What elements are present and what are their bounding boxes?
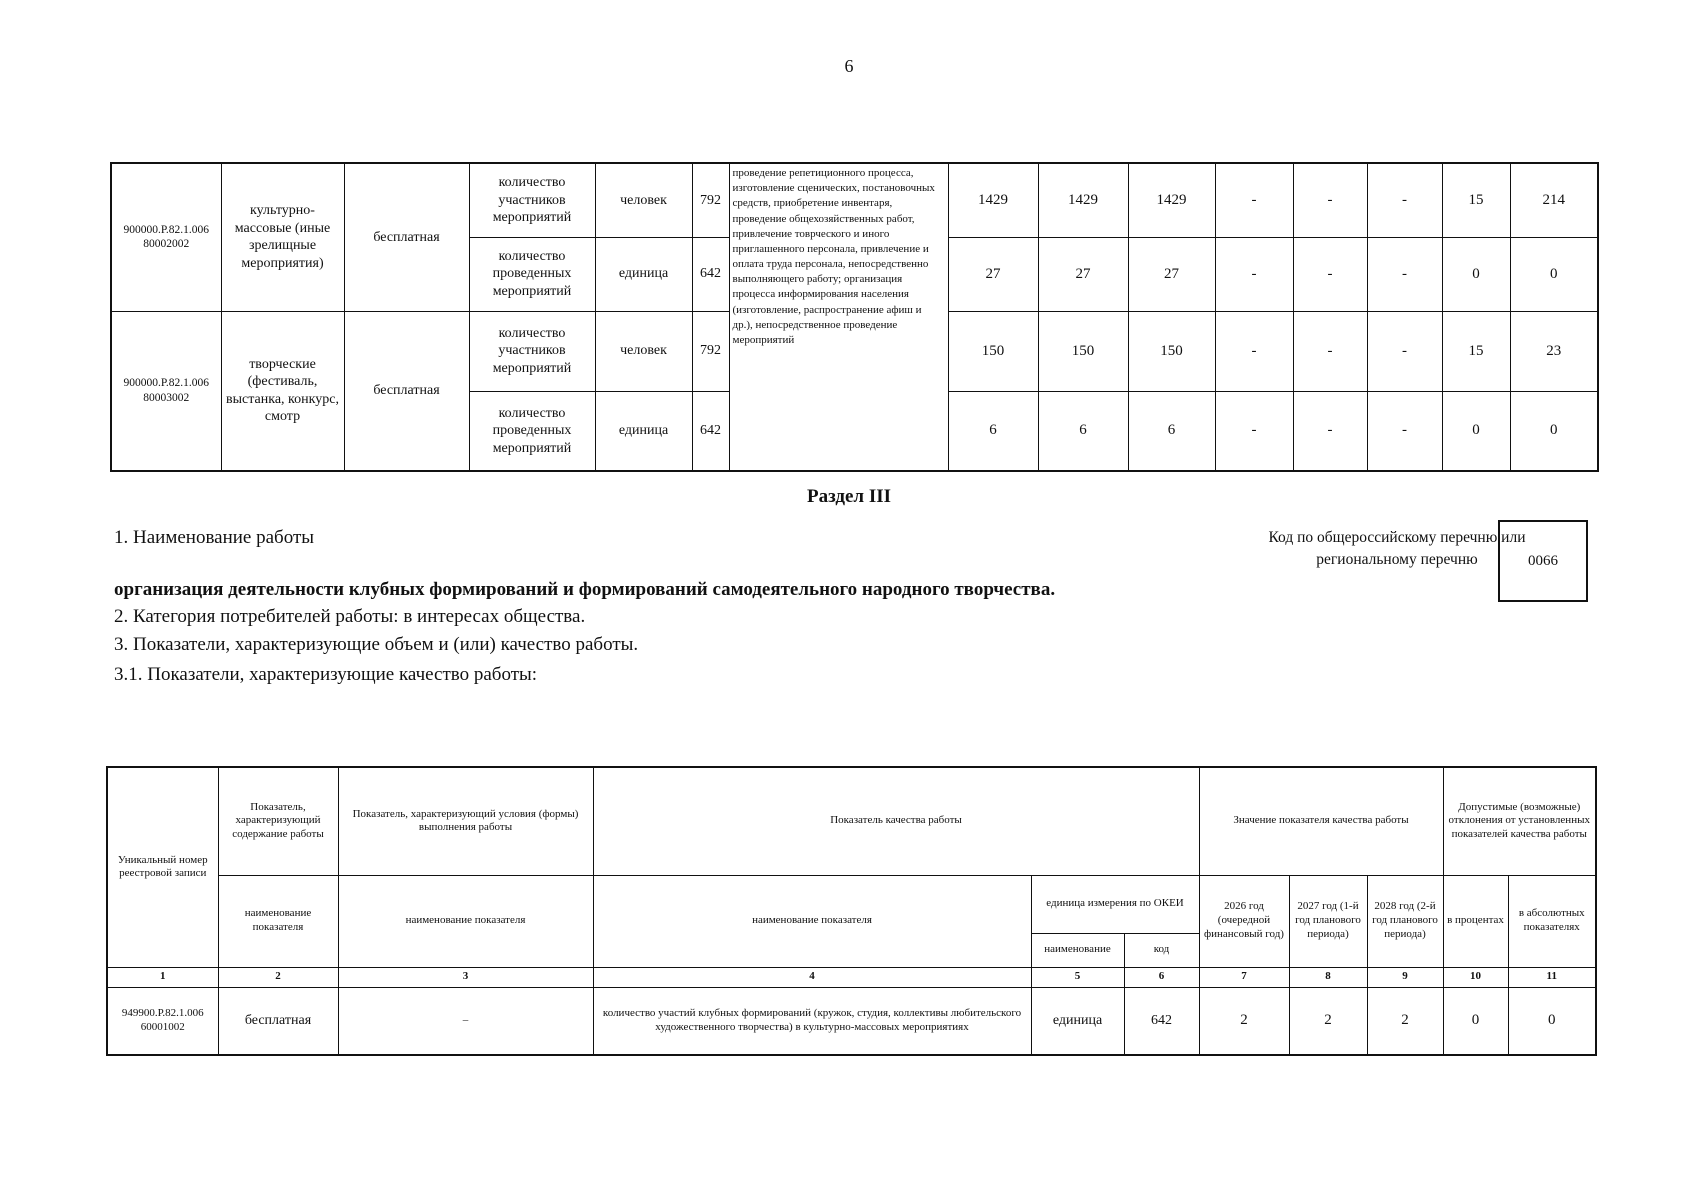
unit-code: 792 <box>692 311 729 391</box>
deviation-percent: 0 <box>1443 987 1508 1055</box>
deviation-absolute: 0 <box>1510 237 1598 311</box>
deviation-percent: 15 <box>1442 163 1510 237</box>
deviation-absolute: 0 <box>1510 391 1598 471</box>
work-volume-table <box>110 162 1599 472</box>
value-2028: 2 <box>1367 987 1443 1055</box>
deviation-percent: 15 <box>1442 311 1510 391</box>
header-quality-name: наименование показателя <box>593 875 1031 967</box>
value-cell: 27 <box>1038 237 1128 311</box>
unit-code: 642 <box>692 237 729 311</box>
content-indicator: бесплатная <box>218 987 338 1055</box>
value-cell: 150 <box>1128 311 1215 391</box>
indicator-name: количество проведенных мероприятий <box>469 391 595 471</box>
indicators-heading: 3. Показатели, характеризующие объем и (или) качество работы. <box>114 634 639 655</box>
column-number: 1 <box>107 967 218 987</box>
unit-code: 792 <box>692 163 729 237</box>
value-2026: 2 <box>1199 987 1289 1055</box>
work-name-label: 1. Наименование работы <box>114 527 315 548</box>
value-cell: 27 <box>1128 237 1215 311</box>
header-registry: Уникальный номер реестровой записи <box>107 767 218 967</box>
condition-indicator: бесплатная <box>344 311 469 471</box>
column-number: 6 <box>1124 967 1199 987</box>
registry-number: 900000.Р.82.1.006 80003002 <box>111 311 221 471</box>
value-cell: 1429 <box>1128 163 1215 237</box>
header-percent: в процентах <box>1443 875 1508 967</box>
value-cell: - <box>1367 311 1442 391</box>
consumer-category: 2. Категория потребителей работы: в интересах общества. <box>114 606 586 627</box>
value-cell: 150 <box>1038 311 1128 391</box>
column-number: 5 <box>1031 967 1124 987</box>
value-cell: - <box>1215 311 1293 391</box>
value-cell: - <box>1367 391 1442 471</box>
unit-code: 642 <box>692 391 729 471</box>
column-number: 4 <box>593 967 1031 987</box>
value-cell: 1429 <box>948 163 1038 237</box>
header-content-name: наименование показателя <box>218 875 338 967</box>
unit-name: единица <box>595 237 692 311</box>
value-cell: - <box>1367 237 1442 311</box>
column-number: 3 <box>338 967 593 987</box>
page-number: 6 <box>844 56 854 76</box>
indicator-name: количество участников мероприятий <box>469 163 595 237</box>
deviation-absolute: 0 <box>1508 987 1596 1055</box>
condition-indicator: бесплатная <box>344 163 469 311</box>
indicator-name: количество проведенных мероприятий <box>469 237 595 311</box>
deviation-absolute: 23 <box>1510 311 1598 391</box>
indicator-name: количество участников мероприятий <box>469 311 595 391</box>
value-cell: - <box>1215 237 1293 311</box>
quality-indicators-heading: 3.1. Показатели, характеризующие качество работы: <box>114 664 538 685</box>
value-cell: 1429 <box>1038 163 1128 237</box>
header-conditions-name: наименование показателя <box>338 875 593 967</box>
registry-number: 900000.Р.82.1.006 80002002 <box>111 163 221 311</box>
header-values: Значение показателя качества работы <box>1199 767 1443 875</box>
unit-name: человек <box>595 163 692 237</box>
deviation-percent: 0 <box>1442 237 1510 311</box>
header-okei: единица измерения по ОКЕИ <box>1031 875 1199 933</box>
column-number: 10 <box>1443 967 1508 987</box>
header-deviation: Допустимые (возможные) отклонения от установленных показателей качества работы <box>1443 767 1596 875</box>
value-cell: 150 <box>948 311 1038 391</box>
column-number: 2 <box>218 967 338 987</box>
registry-number: 949900.Р.82.1.006 60001002 <box>107 987 218 1055</box>
unit-code: 642 <box>1124 987 1199 1055</box>
value-cell: - <box>1293 391 1367 471</box>
unit-name: единица <box>1031 987 1124 1055</box>
deviation-absolute: 214 <box>1510 163 1598 237</box>
header-absolute: в абсолютных показателях <box>1508 875 1596 967</box>
header-2026: 2026 год (очередной финансовый год) <box>1199 875 1289 967</box>
value-cell: 6 <box>1128 391 1215 471</box>
column-number: 11 <box>1508 967 1596 987</box>
registry-code-box: 0066 <box>1498 520 1588 602</box>
value-cell: - <box>1215 163 1293 237</box>
header-conditions: Показатель, характеризующий условия (формы) выполнения работы <box>338 767 593 875</box>
condition-indicator: – <box>338 987 593 1055</box>
content-indicator: культурно-массовые (иные зрелищные мероприятия) <box>221 163 344 311</box>
value-cell: 6 <box>1038 391 1128 471</box>
section-title: Раздел III <box>806 486 892 507</box>
value-cell: - <box>1293 163 1367 237</box>
value-cell: 6 <box>948 391 1038 471</box>
unit-name: единица <box>595 391 692 471</box>
value-cell: - <box>1215 391 1293 471</box>
value-2027: 2 <box>1289 987 1367 1055</box>
quality-indicator-name: количество участий клубных формирований (кружок, студия, коллективы любительского художественного творчества) в культурно-массовых мероприятиях <box>593 987 1031 1055</box>
unit-name: человек <box>595 311 692 391</box>
header-quality: Показатель качества работы <box>593 767 1199 875</box>
header-okei-code: код <box>1124 933 1199 967</box>
work-name: организация деятельности клубных формирований и формирований самодеятельного народного творчества. <box>114 579 1056 600</box>
header-okei-name: наименование <box>1031 933 1124 967</box>
column-number: 8 <box>1289 967 1367 987</box>
registry-code-label: Код по общероссийскому перечню или региональному перечню <box>1268 529 1526 569</box>
value-cell: - <box>1367 163 1442 237</box>
column-number: 9 <box>1367 967 1443 987</box>
quality-indicators-table <box>106 766 1597 1056</box>
header-2028: 2028 год (2-й год планового периода) <box>1367 875 1443 967</box>
header-content: Показатель, характеризующий содержание работы <box>218 767 338 875</box>
column-number: 7 <box>1199 967 1289 987</box>
value-cell: 27 <box>948 237 1038 311</box>
work-description: проведение репетиционного процесса, изготовление сценических, постановочных средств, приобретение инвентаря, проведение общехозяйственных работ, привлечение товрческого и иного приглашенного персонала, привлечение и оплата труда персонала, непосредственно выполняющего работу; организация процесса информирования населения (изготовление, распространение афиш и др.), непосредственное проведение мероприятий <box>729 163 948 471</box>
header-2027: 2027 год (1-й год планового периода) <box>1289 875 1367 967</box>
value-cell: - <box>1293 237 1367 311</box>
value-cell: - <box>1293 311 1367 391</box>
deviation-percent: 0 <box>1442 391 1510 471</box>
content-indicator: творческие (фестиваль, выстанка, конкурс, смотр <box>221 311 344 471</box>
